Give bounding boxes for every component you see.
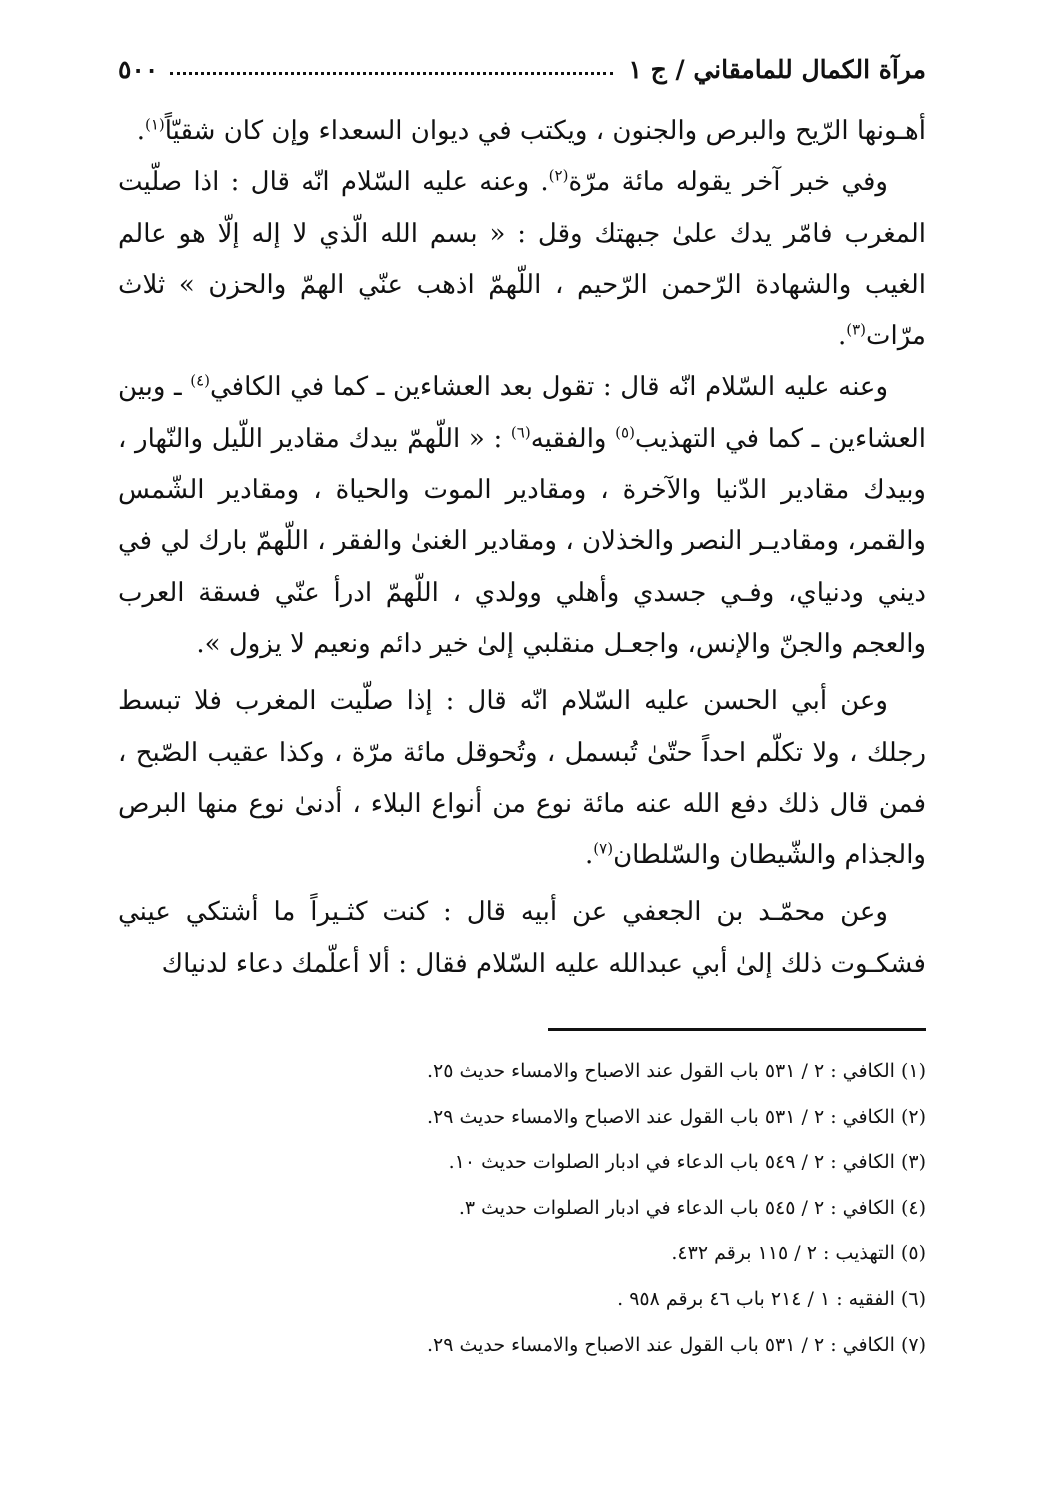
footnote: (٤) الكافي : ٢ / ٥٤٥ باب الدعاء في ادبار الصلوات حديث ٣. — [458, 1196, 926, 1219]
text-run: وعن أبي الحسن عليه السّلام انّه قال : إذا صلّيت المغرب فلا تبسط رجلك ، ولا تكلّم احداً حتّىٰ تُبسمل ، وتُحوقل مائة مرّة ، وكذا عقيب الصّبح ، فمن قال ذلك دفع الله عنه مائة نوع من أنواع البلاء ، أدنىٰ نوع منها البرص والجذام والشّيطان والسّلطان — [118, 686, 926, 871]
paragraph — [118, 676, 926, 881]
page-number: ٥٠٠ — [118, 54, 159, 84]
text-run: أهـونها الرّيح والبرص والجنون ، ويكتب في ديوان السعداء وإن كان شقيّاً — [164, 116, 926, 146]
text-run: : « اللّهمّ بيدك مقادير اللّيل والنّهار ، وبيدك مقادير الدّنيا والآخرة ، ومقادير الموت والحياة ، ومقادير الشّمس والقمر، ومقاديـر النصر والخذلان ، ومقادير الغنىٰ والفقر ، اللّهمّ بارك لي في ديني ودنياي، وفـي جسدي وأهلي وولدي ، اللّهمّ ادرأ عنّي فسقة العرب والعجم والجنّ والإنس، واجعـل منقلبي إلىٰ خير دائم ونعيم لا يزول ». — [118, 423, 926, 659]
text-run: وفي خبر آخر يقوله مائة مرّة — [568, 167, 888, 198]
text-run: وعن محمّـد بن الجعفي عن أبيه قال : كنت كثـيراً ما أشتكي عيني فشكـوت ذلك إلىٰ أبي عبدالله عليه السّلام فقال : ألا أعلّمك دعاء لدنياك — [118, 897, 926, 979]
footnote-ref[interactable]: (٤) — [190, 371, 211, 390]
footnote: (٥) التهذيب : ٢ / ١١٥ برقم ٤٣٢. — [671, 1242, 926, 1265]
footnote-ref[interactable]: (٥) — [615, 423, 635, 442]
footnotes — [118, 1049, 926, 1368]
footnote: (٧) الكافي : ٢ / ٥٣١ باب القول عند الاصباح والامساء حديث ٢٩. — [426, 1333, 926, 1356]
footnote-ref[interactable]: (٦) — [510, 423, 531, 442]
footnote-separator — [548, 1028, 926, 1031]
text-run: . — [837, 321, 847, 352]
footnote-ref[interactable]: (١) — [144, 115, 165, 134]
main-text — [118, 106, 926, 990]
footnote: (٢) الكافي : ٢ / ٥٣١ باب القول عند الاصباح والامساء حديث ٢٩. — [426, 1105, 926, 1128]
book-page — [118, 40, 926, 1460]
text-run: . — [585, 840, 594, 871]
text-run: ـ وبين العشاءين ـ كما في التهذيب — [118, 372, 927, 454]
running-title: مرآة الكمال للمامقاني / ج ١ — [628, 54, 926, 84]
paragraph — [118, 106, 926, 157]
footnote: (٦) الفقيه : ١ / ٢١٤ باب ٤٦ برقم ٩٥٨ . — [617, 1288, 926, 1311]
paragraph — [118, 362, 926, 670]
footnote-ref[interactable]: (٣) — [846, 320, 867, 339]
running-header — [118, 40, 926, 98]
footnote: (٣) الكافي : ٢ / ٥٤٩ باب الدعاء في ادبار الصلوات حديث ١٠. — [448, 1151, 926, 1174]
footnote-ref[interactable]: (٧) — [593, 839, 614, 858]
paragraph — [118, 157, 926, 362]
footnote: (١) الكافي : ٢ / ٥٣١ باب القول عند الاصباح والامساء حديث ٢٥. — [426, 1060, 926, 1083]
text-run: . وعنه عليه السّلام انّه قال : اذا صلّيت المغرب فامّر يدك علىٰ جبهتك وقل : « بسم الله الّذي لا إله إلّا هو عالم الغيب والشهادة الرّحمن الرّحيم ، اللّهمّ اذهب عنّي الهمّ والحزن » ثلاث مرّات — [118, 167, 926, 352]
header-dot-leader — [170, 72, 612, 75]
paragraph — [118, 887, 926, 990]
footnote-ref[interactable]: (٢) — [548, 166, 569, 185]
text-run: . — [136, 116, 145, 146]
text-run: والفقيه — [530, 423, 616, 454]
text-run: وعنه عليه السّلام انّه قال : تقول بعد العشاءين ـ كما في الكافي — [210, 372, 888, 403]
